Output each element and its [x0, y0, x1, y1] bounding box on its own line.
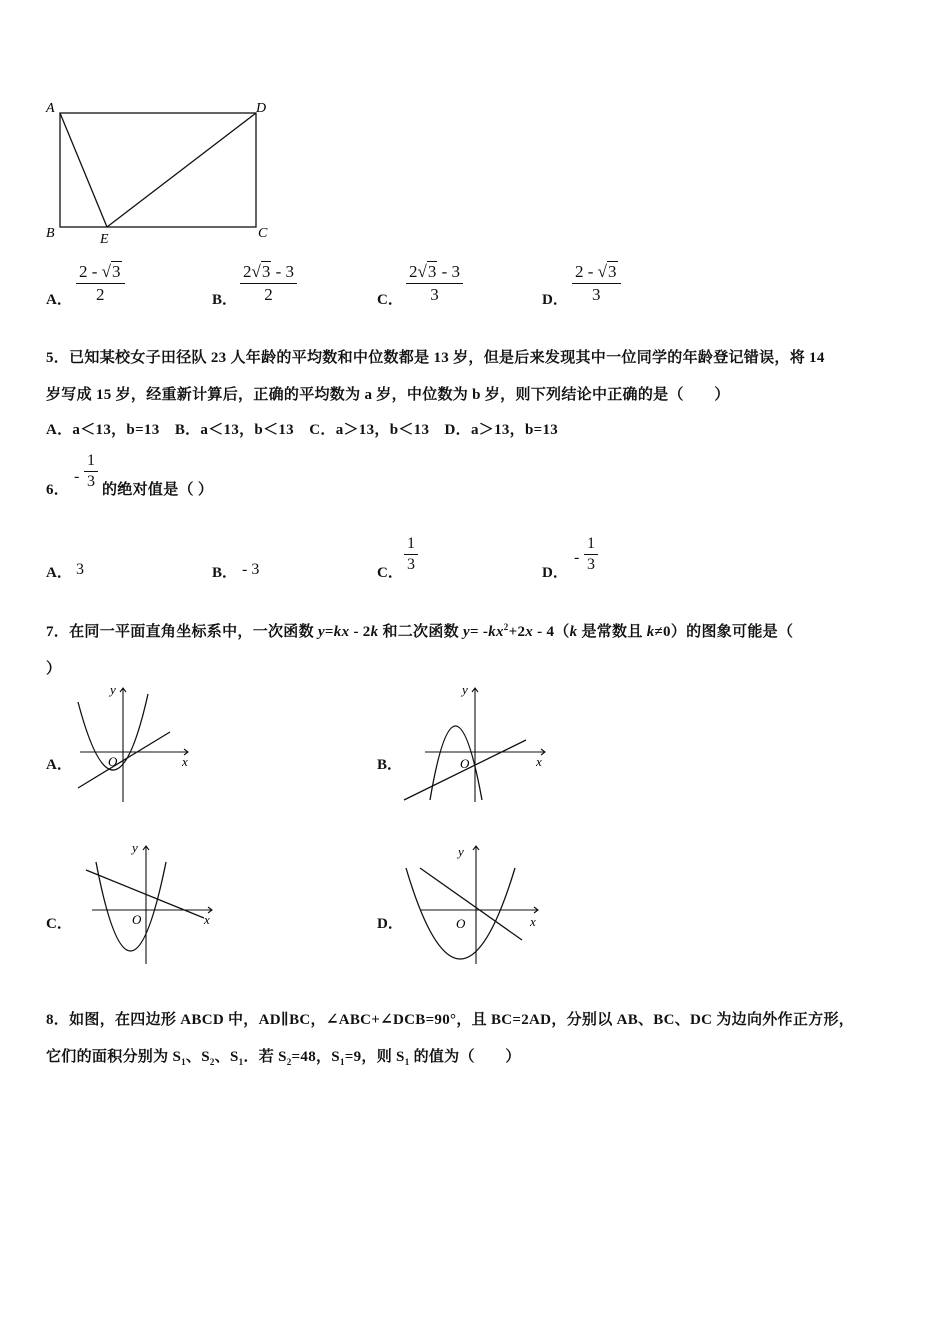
q6-fraction: 1 3	[84, 452, 98, 491]
svg-text:x: x	[536, 754, 542, 769]
q6-option-d-sign: -	[574, 549, 580, 566]
label-a: A	[46, 101, 55, 116]
q7-line-1: 7．在同一平面直角坐标系中，一次函数 y=kx - 2k 和二次函数 $y= -kx^2+2x - 4(k$ 是常数且 k≠0）的图象可能是（	[46, 622, 794, 640]
q6-stem: 的绝对值是（ ）	[102, 482, 214, 498]
svg-text:y: y	[110, 682, 116, 697]
q6-option-d-fraction: 1 3	[584, 535, 598, 574]
q7-option-a-label: A．	[46, 757, 72, 773]
q7-graph-c	[70, 840, 220, 970]
q4-option-a-fraction: 2 - √3 2	[76, 262, 125, 305]
q4-option-d-label: D．	[542, 292, 568, 308]
q4-option-c-fraction: 2√3 - 3 3	[406, 262, 463, 305]
q8-line-1: 8．如图，在四边形 ABCD 中，AD∥BC，∠ABC+∠DCB=90°，且 BC=2AD，分别以 AB、BC、DC 为边向外作正方形，	[46, 1012, 855, 1028]
q7-option-c-label: C．	[46, 916, 72, 932]
rectangle-figure	[40, 95, 280, 250]
label-c: C	[258, 226, 268, 241]
svg-text:x: x	[530, 914, 536, 929]
q6-option-a-value: 3	[76, 561, 84, 578]
q6-option-a-label: A．	[46, 565, 72, 581]
q6-number: 6．	[46, 482, 70, 498]
svg-text:O: O	[132, 912, 142, 927]
svg-text:O: O	[460, 756, 470, 771]
q7-graph-b	[400, 682, 550, 807]
q6-option-b-value: - 3	[242, 561, 260, 578]
q6-option-b-label: B．	[212, 565, 238, 581]
q7-line-2: ）	[46, 661, 62, 677]
q6-option-c-fraction: 1 3	[404, 535, 418, 574]
label-e: E	[100, 232, 109, 247]
svg-text:x: x	[182, 754, 188, 769]
svg-text:y: y	[132, 840, 138, 855]
q6-minus-sign: -	[74, 468, 80, 485]
q4-option-d-fraction: 2 - √3 3	[572, 262, 621, 305]
q4-option-a-label: A．	[46, 292, 72, 308]
svg-text:y: y	[458, 844, 464, 859]
label-b: B	[46, 226, 55, 241]
q6-option-d-label: D．	[542, 565, 568, 581]
svg-text:y: y	[462, 682, 468, 697]
q6-option-c-label: C．	[377, 565, 403, 581]
label-d: D	[256, 101, 267, 116]
q5-options: A．a＜13，b=13 B．a＜13，b＜13 C．a＞13，b＜13 D．a＞13，b=13	[46, 422, 559, 438]
q7-graph-a	[70, 682, 200, 807]
q4-option-c-label: C．	[377, 292, 403, 308]
svg-text:x: x	[204, 912, 210, 927]
q8-line-2: 它们的面积分别为 $S_1$、$S_2$、$S_1$．若 $S_2=48$，$S_1=9$，则 $S_1$ 的值为（ ）	[46, 1049, 521, 1067]
svg-text:O: O	[108, 754, 118, 769]
q5-line-2: 岁写成 15 岁，经重新计算后，正确的平均数为 a 岁，中位数为 b 岁，则下列结论中正确的是（ ）	[46, 387, 730, 403]
q7-option-d-label: D．	[377, 916, 403, 932]
q5-line-1: 5．已知某校女子田径队 23 人年龄的平均数和中位数都是 13 岁，但是后来发现其中一位同学的年龄登记错误，将 14	[46, 350, 825, 366]
q4-option-b-fraction: 2√3 - 3 2	[240, 262, 297, 305]
q7-graph-d	[400, 840, 550, 970]
q4-option-b-label: B．	[212, 292, 238, 308]
svg-text:O: O	[456, 916, 466, 931]
q7-option-b-label: B．	[377, 757, 403, 773]
